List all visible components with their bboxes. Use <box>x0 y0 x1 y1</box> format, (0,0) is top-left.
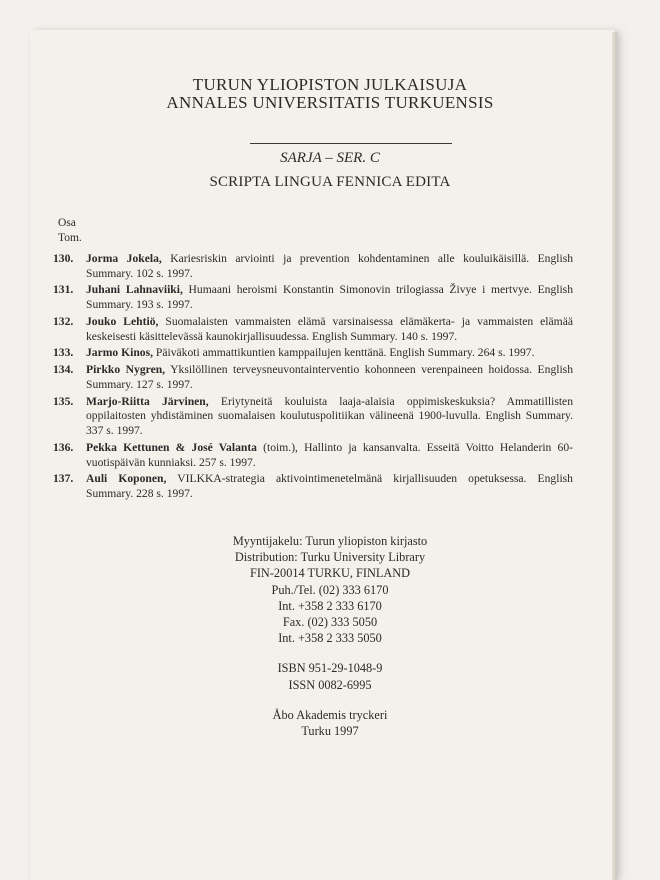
distribution-info <box>0 533 660 739</box>
entry-author: Jarmo Kinos, <box>86 346 153 360</box>
list-item <box>53 252 573 281</box>
entry-text: Päiväkoti ammattikuntien kamppailujen kenttänä. English Summary. 264 s. 1997. <box>153 346 535 360</box>
entry-number: 137. <box>53 472 74 486</box>
entry-text: (toim.), Hallinto ja kansanvalta. Esseitä Voitto Helanderin 60-vuotispäivän kunniaksi. 257 s. 1997. <box>86 440 573 469</box>
publisher-title-finnish: TURUN YLIOPISTON JULKAISUJA <box>192 75 468 94</box>
address-line: FIN-20014 TURKU, FINLAND <box>250 566 410 581</box>
entry-number: 135. <box>53 394 74 408</box>
entry-number: 133. <box>53 346 74 360</box>
entry-text: Eriytyneitä kouluista laaja-alaisia oppimiskeskuksia? Ammatillisten oppilaitosten yhdistäminen suomalaisen koulutuspolitiikan välineenä 1900-luvulla. English Summary. 337 s. 1997. <box>86 394 573 438</box>
entry-text: Humaani heroismi Konstantin Simonovin trilogiassa Živye i mertvye. English Summary. 193 s. 1997. <box>86 283 573 312</box>
issn-line: ISSN 0082-6995 <box>288 677 372 692</box>
list-item <box>53 346 573 361</box>
phone-int-line: Int. +358 2 333 6170 <box>278 598 382 613</box>
entry-author: Pirkko Nygren, <box>86 363 166 377</box>
entry-text: Yksilöllinen terveysneuvontainterventio kohonneen verenpaineen hoidossa. English Summary. 127 s. 1997. <box>86 363 573 391</box>
entry-author: Marjo-Riitta Järvinen, <box>86 394 209 408</box>
list-item <box>53 283 573 312</box>
distribution-line: Distribution: Turku University Library <box>234 550 426 565</box>
fax-int-line: Int. +358 2 333 5050 <box>278 631 382 646</box>
place-year-line: Turku 1997 <box>301 724 359 739</box>
volume-label-osa: Osa <box>58 217 76 229</box>
list-item <box>53 315 573 344</box>
entry-author: Jouko Lehtiö, <box>86 314 159 328</box>
volume-column-label <box>58 216 82 246</box>
entry-author: Pekka Kettunen & José Valanta <box>86 440 257 454</box>
entry-text: VILKKA-strategia aktivointimenetelmänä kirjallisuuden opetuksessa. English Summary. 228 s. 1997. <box>86 472 573 500</box>
header-divider <box>250 143 452 144</box>
list-item <box>53 441 573 470</box>
list-item <box>53 363 573 392</box>
entry-author: Juhani Lahnaviiki, <box>86 283 183 297</box>
list-item <box>53 472 573 501</box>
entry-number: 134. <box>53 363 74 377</box>
list-item <box>53 395 573 439</box>
entry-number: 136. <box>53 440 74 454</box>
entry-number: 131. <box>53 283 74 297</box>
printer-line: Åbo Akademis tryckeri <box>272 707 388 722</box>
series-subtitle: SCRIPTA LINGUA FENNICA EDITA <box>209 174 451 190</box>
entry-number: 132. <box>53 314 74 328</box>
isbn-line: ISBN 951-29-1048-9 <box>277 661 383 676</box>
entry-text: Suomalaisten vammaisten elämä varsinaisessa elämäkerta- ja vammaisten elämää keskeisesti käsittelevässä kaunokirjallisuudessa. English Summary. 140 s. 1997. <box>86 314 573 343</box>
series-label: SARJA – SER. C <box>280 150 380 166</box>
publication-list <box>53 252 573 504</box>
entry-text: Kariesriskin arviointi ja prevention kohdentaminen alle kouluikäisillä. English Summary. 102 s. 1997. <box>86 252 573 280</box>
publisher-title-latin: ANNALES UNIVERSITATIS TURKUENSIS <box>166 93 494 112</box>
sales-line: Myyntijakelu: Turun yliopiston kirjasto <box>232 534 428 548</box>
entry-number: 130. <box>53 252 74 265</box>
fax-line: Fax. (02) 333 5050 <box>282 615 378 630</box>
entry-author: Auli Koponen, <box>86 472 167 486</box>
volume-label-tom: Tom. <box>58 232 82 244</box>
entry-author: Jorma Jokela, <box>86 252 162 265</box>
phone-line: Puh./Tel. (02) 333 6170 <box>271 582 389 597</box>
